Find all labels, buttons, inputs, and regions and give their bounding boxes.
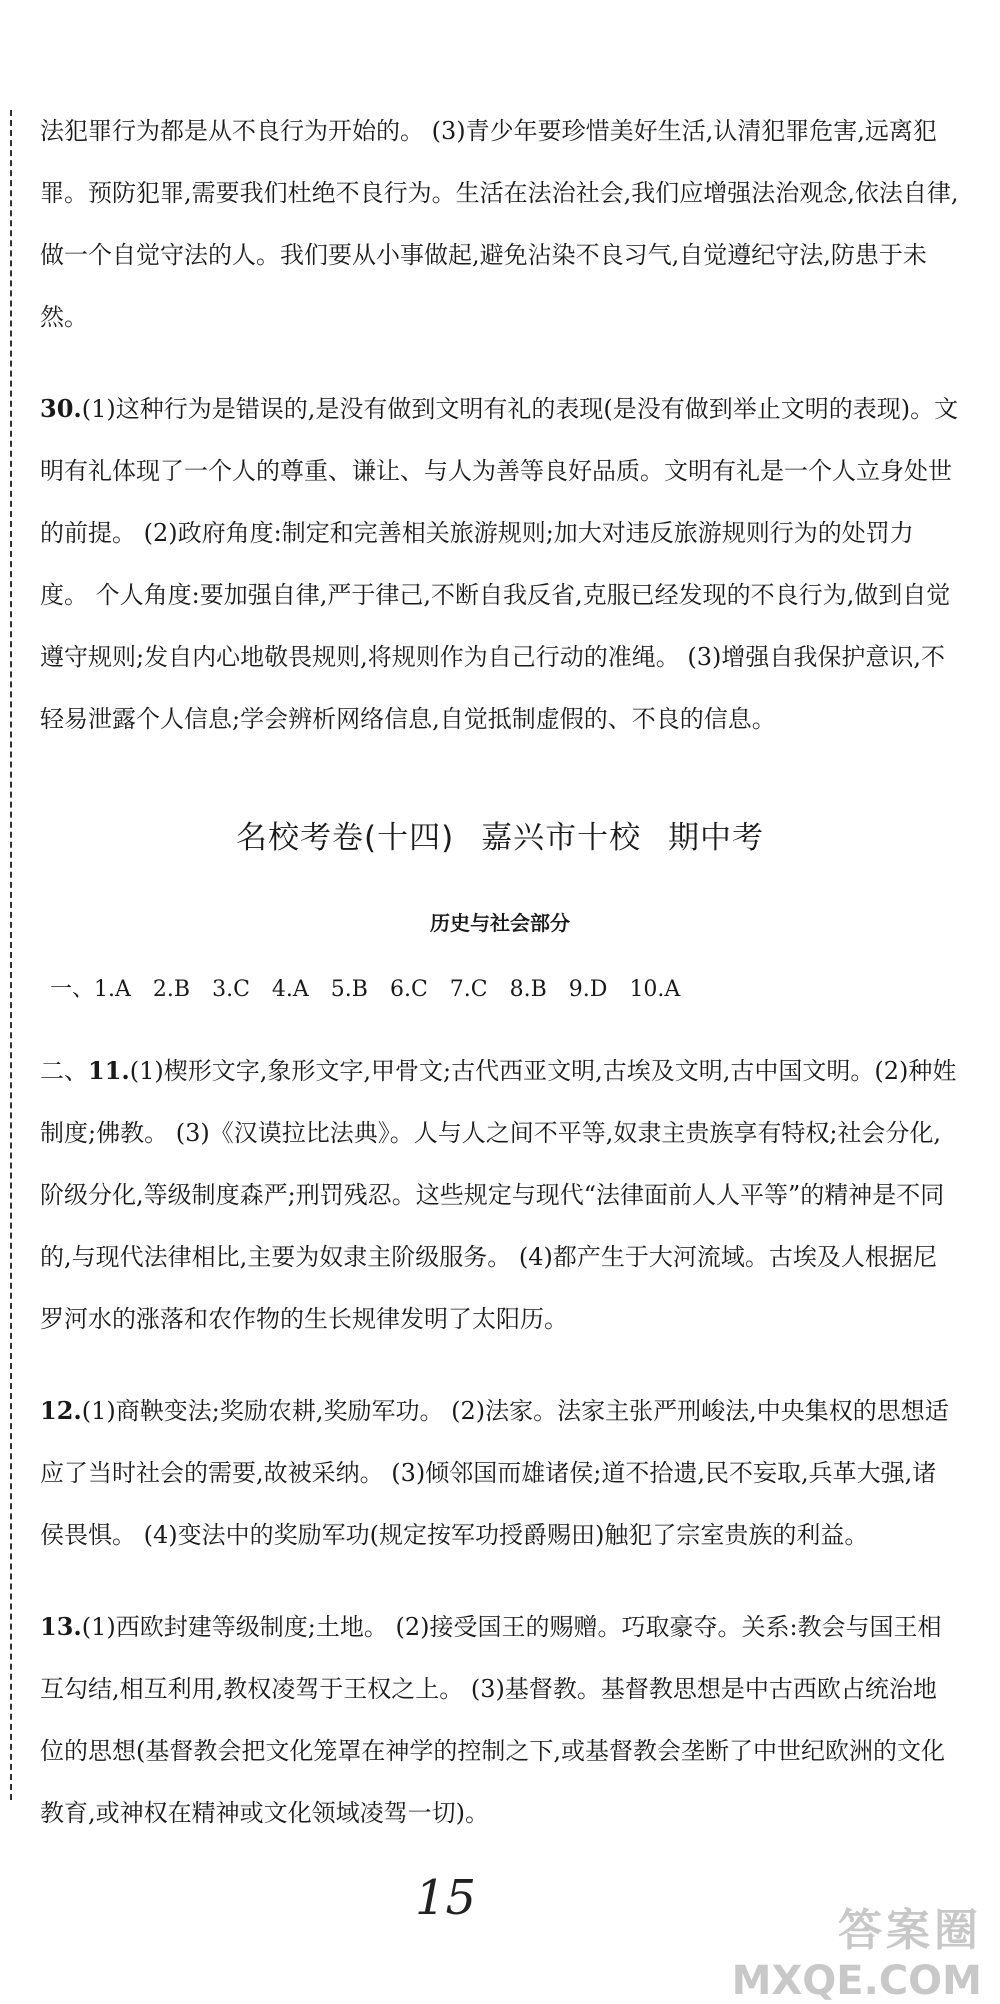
choice-answers [50,960,960,1020]
paragraph-q29-continuation: 法犯罪行为都是从不良行为开始的。 (3)青少年要珍惜美好生活,认清犯罪危害,远离犯罪。预防犯罪,需要我们杜绝不良行为。生活在法治社会,我们应增强法治观念,依法自律,做一个自觉守法的人。我们要从小事做起,避免沾染不良习气,自觉遵纪守法,防患于未然。 [40,117,959,331]
choice-answer: 3.C [212,977,250,1002]
section-two-prefix: 二、 [40,1057,88,1085]
answer-q13 [40,1596,960,1844]
answer-q12-text: (1)商鞅变法;奖励农耕,奖励军功。 (2)法家。法家主张严刑峻法,中央集权的思想适应了当时社会的需要,故被采纳。 (3)倾邻国而雄诸侯;道不拾遗,民不妄取,兵革大强,诸侯畏惧。 (4)变法中的奖励军功(规定按军功授爵赐田)触犯了宗室贵族的利益。 [40,1397,949,1549]
choice-answer: 9.D [568,977,608,1002]
watermark-logo: 答案圈 [838,1905,982,1956]
question-number-12: 12. [40,1396,82,1425]
choice-answer: 2.B [152,977,191,1002]
choice-answer: 10.A [629,977,681,1002]
question-number-30: 30. [40,394,82,423]
choice-answer: 7.C [449,977,488,1002]
watermark [690,1894,990,2004]
exam-title-part3: 期中考 [667,820,764,856]
answer-q30 [40,378,960,750]
answer-page [40,100,960,1874]
choice-answer: 6.C [389,977,428,1002]
exam-title [40,812,960,857]
question-number-13: 13. [40,1612,82,1641]
page-number: 15 [415,1870,477,1926]
choice-answer: 4.A [271,977,309,1002]
binding-margin-line [10,110,12,1800]
exam-title-part1: 名校考卷(十四) [236,820,455,856]
exam-title-part2: 嘉兴市十校 [481,820,642,856]
choice-answer: 8.B [509,977,547,1002]
answer-q13-text: (1)西欧封建等级制度;土地。 (2)接受国王的赐赠。巧取豪夺。关系:教会与国王相互勾结,相互利用,教权凌驾于王权之上。 (3)基督教。基督教思想是中古西欧占统治地位的思想(基督教会把文化笼罩在神学的控制之下,或基督教会垄断了中世纪欧洲的文化教育,或神权在精神或文化领域凌驾一切)。 [40,1613,945,1827]
watermark-site: MXQE.COM [731,1958,982,2004]
answer-q12 [40,1380,960,1566]
answer-q11 [40,1040,960,1350]
choice-answers-prefix: 一、 [50,977,95,1002]
choice-answer: 5.B [330,977,368,1002]
choice-answer: 1.A [94,977,131,1002]
section-title: 历史与社会部分 [430,911,570,935]
answer-q30-text: (1)这种行为是错误的,是没有做到文明有礼的表现(是没有做到举止文明的表现)。文明有礼体现了一个人的尊重、谦让、与人为善等良好品质。文明有礼是一个人立身处世的前提。 (2)政府角度:制定和完善相关旅游规则;加大对违反旅游规则行为的处罚力度。 个人角度:要加强自律,严于律己,不断自我反省,克服已经发现的不良行为,做到自觉遵守规则;发自内心地敬畏规则,将规则作为自己行动的准绳。 (3)增强自我保护意识,不轻易泄露个人信息;学会辨析网络信息,自觉抵制虚假的、不良的信息。 [40,395,959,733]
question-number-11: 11. [88,1056,130,1085]
answer-q11-text: (1)楔形文字,象形文字,甲骨文;古代西亚文明,古埃及文明,古中国文明。(2)种姓制度;佛教。 (3)《汉谟拉比法典》。人与人之间不平等,奴隶主贵族享有特权;社会分化,阶级分化,等级制度森严;刑罚残忍。这些规定与现代“法律面前人人平等”的精神是不同的,与现代法律相比,主要为奴隶主阶级服务。 (4)都产生于大河流域。古埃及人根据尼罗河水的涨落和农作物的生长规律发明了太阳历。 [40,1057,957,1333]
